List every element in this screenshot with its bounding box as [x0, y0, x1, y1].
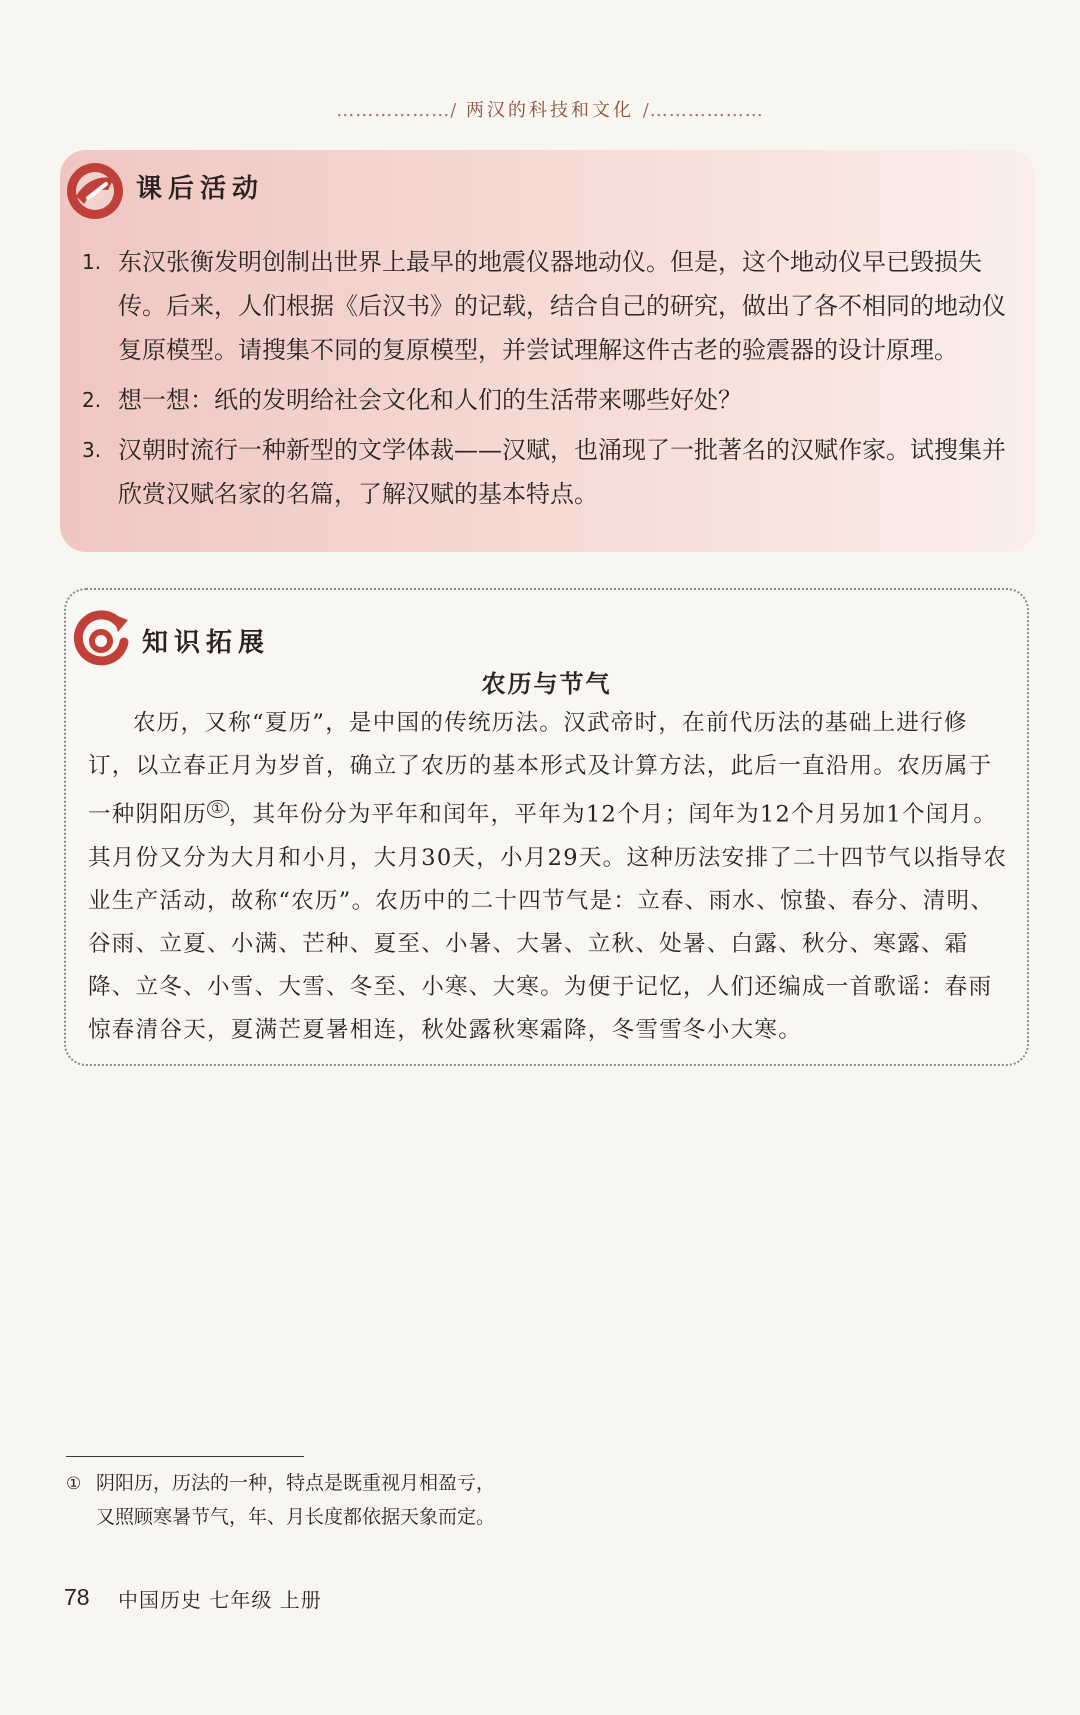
chapter-title: 两汉的科技和文化 [466, 100, 634, 121]
footnote-reference[interactable]: ① [207, 800, 229, 818]
knowledge-icon [72, 608, 132, 668]
knowledge-extension-box [64, 588, 1029, 1066]
footnote-number: ① [66, 1474, 82, 1494]
header-dots-right: /……………… [642, 100, 764, 121]
book-title: 中国历史 七年级 上册 [118, 1588, 322, 1612]
knowledge-body-part1: 农历，又称“夏历”，是中国的传统历法。汉武帝时，在前代历法的基础上进行修订，以立春正月为岁首，确立了农历的基本形式及计算方法，此后一直沿用。农历属于一种阴阳历 [88, 710, 993, 828]
activity-item [82, 378, 1022, 422]
footnote [66, 1467, 586, 1534]
page-number: 78 [64, 1584, 90, 1610]
activity-title: 课后活动 [136, 174, 265, 204]
activity-item [82, 428, 1022, 516]
activity-item-number: 3. [82, 438, 102, 462]
activity-item-text: 想一想：纸的发明给社会文化和人们的生活带来哪些好处？ [118, 386, 742, 414]
activity-item-text: 东汉张衡发明创制出世界上最早的地震仪器地动仪。但是，这个地动仪早已毁损失传。后来，人们根据《后汉书》的记载，结合自己的研究，做出了各不相同的地动仪复原模型。请搜集不同的复原模型，并尝试理解这件古老的验震器的设计原理。 [118, 248, 1006, 364]
after-class-activity-box [60, 150, 1035, 552]
footnote-divider [66, 1456, 304, 1457]
footnote-line-1: 阴阳历，历法的一种，特点是既重视月相盈亏， [96, 1472, 496, 1494]
activity-item [82, 240, 1022, 372]
chapter-header [300, 96, 800, 122]
footnote-line-2: 又照顾寒暑节气，年、月长度都依据天象而定。 [96, 1506, 496, 1528]
activity-item-number: 1. [82, 250, 102, 274]
header-dots-left: ………………/ [336, 100, 458, 121]
knowledge-body [88, 702, 1008, 1052]
knowledge-title: 知识拓展 [142, 628, 271, 658]
knowledge-body-part2: ，其年份分为平年和闰年，平年为12个月；闰年为12个月另加1个闰月。其月份又分为大月和小月，大月30天，小月29天。这种历法安排了二十四节气以指导农业生产活动，故称“农历”。农历中的二十四节气是：立春、雨水、惊蛰、春分、清明、谷雨、立夏、小满、芒种、夏至、小暑、大暑、立秋、处暑、白露、秋分、寒露、霜降、立冬、小雪、大雪、冬至、小寒、大寒。为便于记忆，人们还编成一首歌谣：春雨惊春清谷天，夏满芒夏暑相连，秋处露秋寒霜降，冬雪雪冬小大寒。 [88, 801, 1008, 1043]
knowledge-subtitle: 农历与节气 [481, 669, 612, 698]
activity-list [82, 240, 1022, 522]
activity-item-text: 汉朝时流行一种新型的文学体裁——汉赋，也涌现了一批著名的汉赋作家。试搜集并欣赏汉赋名家的名篇，了解汉赋的基本特点。 [118, 436, 1006, 508]
activity-icon [64, 160, 126, 222]
activity-item-number: 2. [82, 388, 102, 412]
